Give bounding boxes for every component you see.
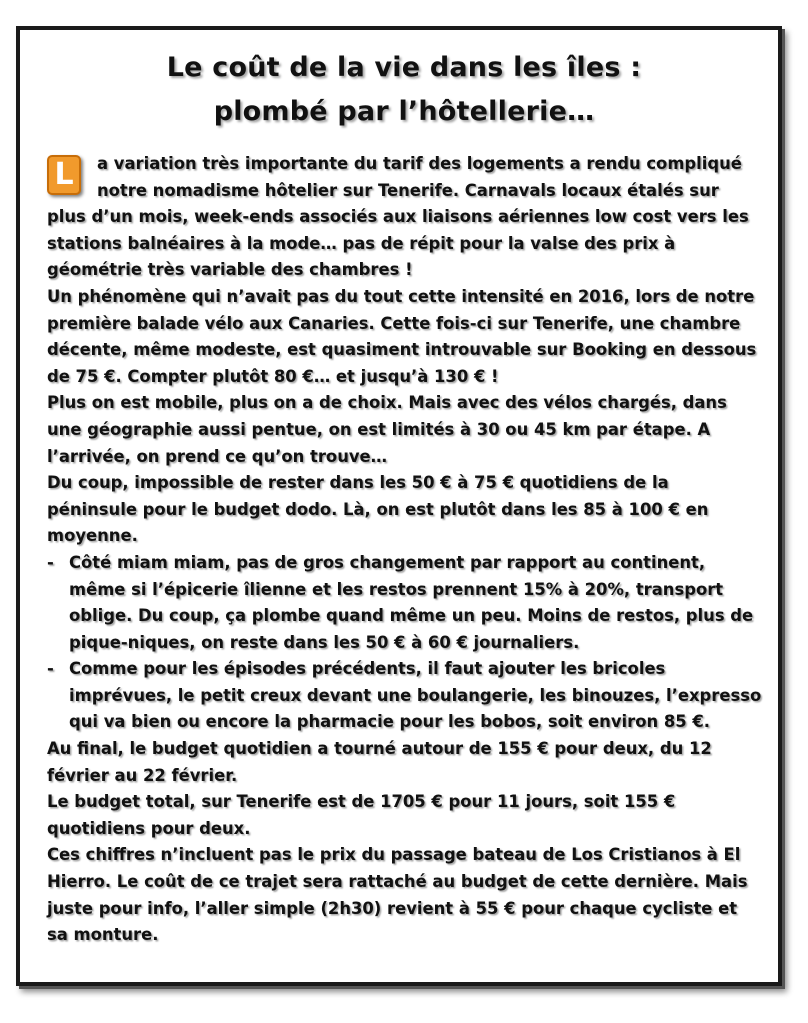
drop-cap: L (47, 155, 81, 195)
bullet-extras (47, 656, 763, 736)
intro-paragraph (47, 151, 763, 284)
article-body (47, 151, 763, 949)
paragraph-total-budget: Le budget total, sur Tenerife est de 1705 € pour 11 jours, soit 155 € quotidiens pour deux. (47, 792, 676, 838)
paragraph-daily-budget: Au final, le budget quotidien a tourné autour de 155 € pour deux, du 12 février au 22 février. (47, 739, 712, 785)
title-line-1: Le coût de la vie dans les îles : (166, 52, 642, 83)
bullet-dash: - (47, 659, 54, 679)
paragraph-cost-2016: Un phénomène qui n’avait pas du tout cette intensité en 2016, lors de notre première balade vélo aux Canaries. Cette fois-ci sur Tenerife, une chambre décente, même modeste, est quasiment introuvable sur Booking en dessous de 75 €. Compter plutôt 80 €… et jusqu’à 130 € ! (47, 286, 757, 386)
paragraph-mobility: Plus on est mobile, plus on a de choix. Mais avec des vélos chargés, dans une géographie aussi pentue, on est limités à 30 ou 45 km par étape. A l’arrivée, on prend ce qu’on trouve… (47, 393, 727, 466)
paragraph-ferry-note: Ces chiffres n’incluent pas le prix du passage bateau de Los Cristianos à El Hierro. Le coût de ce trajet sera rattaché au budget de cette dernière. Mais juste pour info, l’aller simple (2h30) revient à 55 € pour chaque cycliste et sa monture. (47, 845, 748, 945)
title-line-2: plombé par l’hôtellerie… (213, 96, 595, 127)
bullet-extras-text: Comme pour les épisodes précédents, il faut ajouter les bricoles imprévues, le petit creux devant une boulangerie, les binouzes, l’expresso qui va bien ou encore la pharmacie pour les bobos, soit environ 85 €. (69, 659, 762, 732)
bullet-food-text: Côté miam miam, pas de gros changement par rapport au continent, même si l’épicerie îlienne et les restos prennent 15% à 20%, transport oblige. Du coup, ça plombe quand même un peu. Moins de restos, plus de pique-niques, on reste dans les 50 € à 60 € journaliers. (69, 552, 754, 652)
paragraph-lodging-budget: Du coup, impossible de rester dans les 50 € à 75 € quotidiens de la péninsule pour le budget dodo. Là, on est plutôt dans les 85 à 100 € en moyenne. (47, 473, 709, 546)
article-title (0, 46, 808, 134)
bullet-dash: - (47, 552, 54, 572)
bullet-food (47, 550, 763, 656)
intro-text: a variation très importante du tarif des logements a rendu compliqué notre nomadisme hôtelier sur Tenerife. Carnavals locaux étalés sur plus d’un mois, week-ends associés aux liaisons aériennes low cost vers les stations balnéaires à la mode… pas de répit pour la valse des prix à géométrie très variable des chambres ! (47, 154, 749, 280)
